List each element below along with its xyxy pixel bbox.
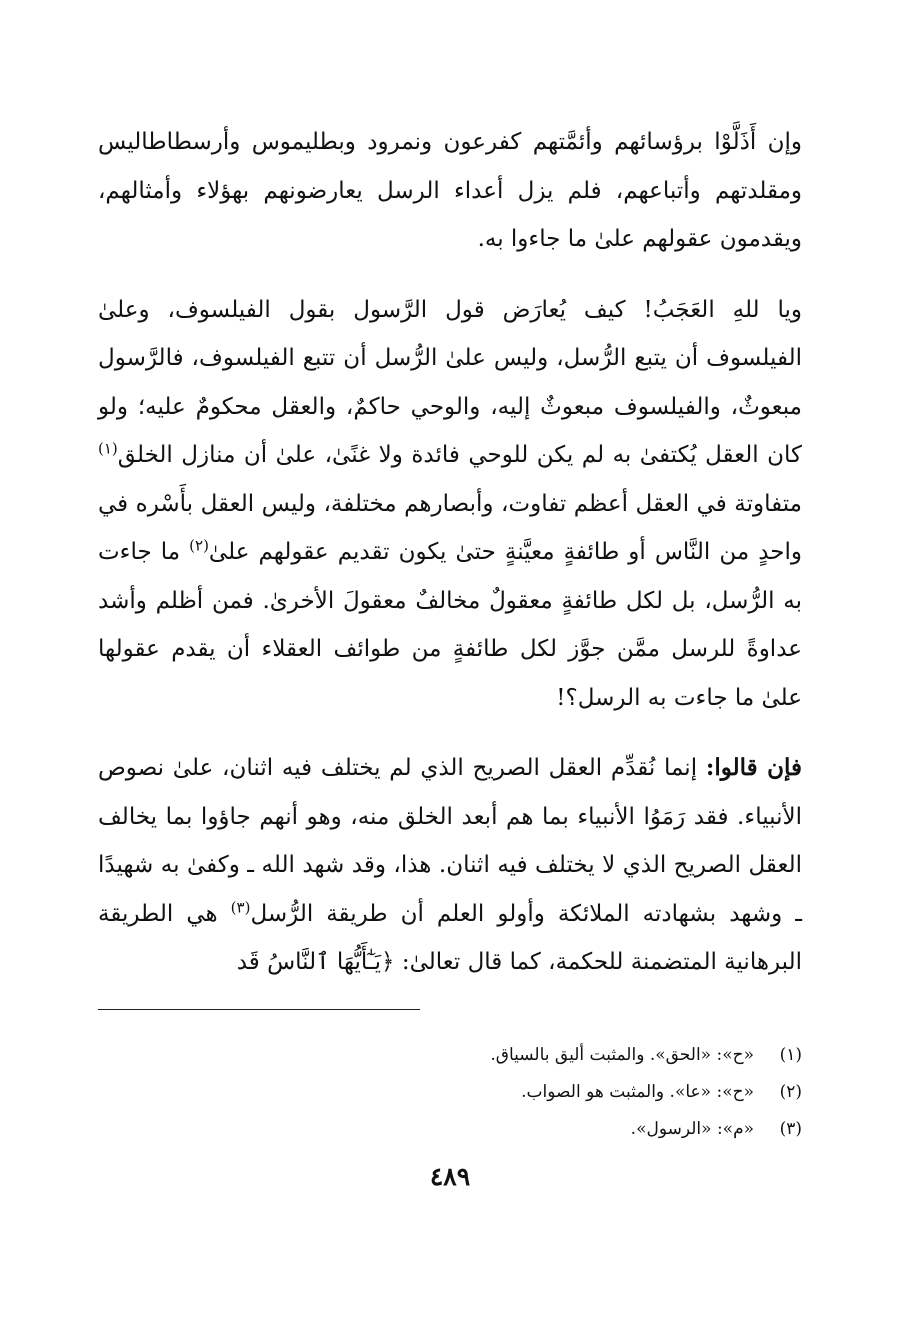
footnote-text: «ح»: «الحق». والمثبت أليق بالسياق. <box>490 1045 754 1065</box>
footnote-3 <box>98 1111 802 1148</box>
paragraph-3-lead: فإن قالوا: <box>705 754 802 781</box>
paragraph-2-text-a: ويا للهِ العَجَبُ! كيف يُعارَض قول الرَّسول بقول الفيلسوف، وعلىٰ الفيلسوف أن يتبع الرُّسل، وليس علىٰ الرُّسل أن تتبع الفيلسوف، فالرَّسول مبعوثٌ، والفيلسوف مبعوثٌ إليه، والوحي حاكمٌ، والعقل محكومٌ عليه؛ ولو كان العقل يُكتفىٰ به لم يكن للوحي فائدة ولا غنًىٰ، علىٰ أن منازل الخلق <box>98 296 802 468</box>
paragraph-2-text-c: ما جاءت به الرُّسل، بل لكل طائفةٍ معقولٌ مخالفٌ معقولَ الأخرىٰ. فمن أظلم وأشد عداوةً للرسل ممَّن جوَّز لكل طائفةٍ من طوائف العقلاء أن يقدم عقولها علىٰ ما جاءت به الرسل؟! <box>98 539 802 711</box>
footnote-ref-3[interactable]: (٣) <box>230 897 251 916</box>
footnote-2 <box>98 1074 802 1111</box>
paragraph-1 <box>98 118 802 264</box>
footnotes <box>98 1037 802 1148</box>
footnote-1 <box>98 1037 802 1074</box>
page-body <box>98 118 802 1009</box>
footnote-number: (٢) <box>779 1082 802 1102</box>
paragraph-3-text-a: إنما نُقدِّم العقل الصريح الذي لم يختلف فيه اثنان، علىٰ نصوص الأنبياء. فقد رَمَوُا الأنبياء بما هم أبعد الخلق منه، وهو أنهم جاؤوا بما يخالف العقل الصريح الذي لا يختلف فيه اثنان. هذا، وقد شهد الله ـ وكفىٰ به شهيدًا ـ وشهد بشهادته الملائكة وأولو العلم أن طريقة الرُّسل <box>98 755 803 927</box>
paragraph-3-text-b: هي الطريقة البرهانية المتضمنة للحكمة، كما قال تعالىٰ: ﴿يَـٰٓأَيُّهَا ٱلنَّاسُ قَد <box>98 900 802 975</box>
footnote-number: (٣) <box>779 1119 802 1139</box>
page-number: ٤٨٩ <box>429 1162 471 1191</box>
paragraph-1-text: وإن أَذَلَّوْا برؤسائهم وأئمَّتهم كفرعون ونمرود وبطليموس وأرسطاطاليس ومقلدتهم وأتباعهم، فلم يزل أعداء الرسل يعارضونهم بهؤلاء وأمثالهم، ويقدمون عقولهم علىٰ ما جاءوا به. <box>98 129 802 252</box>
footnote-divider <box>98 1009 420 1010</box>
footnote-ref-1[interactable]: (١) <box>98 439 118 458</box>
paragraph-3 <box>98 744 802 987</box>
footnote-number: (١) <box>779 1045 802 1065</box>
footnote-ref-2[interactable]: (٢) <box>189 536 209 555</box>
paragraph-2-text-b: متفاوتة في العقل أعظم تفاوت، وأبصارهم مختلفة، وليس العقل بأَسْره في واحدٍ من النَّاس أو طائفةٍ معيَّنةٍ حتىٰ يكون تقديم عقولهم علىٰ <box>98 490 802 565</box>
footnote-text: «م»: «الرسول». <box>630 1119 754 1139</box>
paragraph-2 <box>98 286 802 723</box>
footnote-text: «ح»: «عا». والمثبت هو الصواب. <box>521 1082 754 1102</box>
